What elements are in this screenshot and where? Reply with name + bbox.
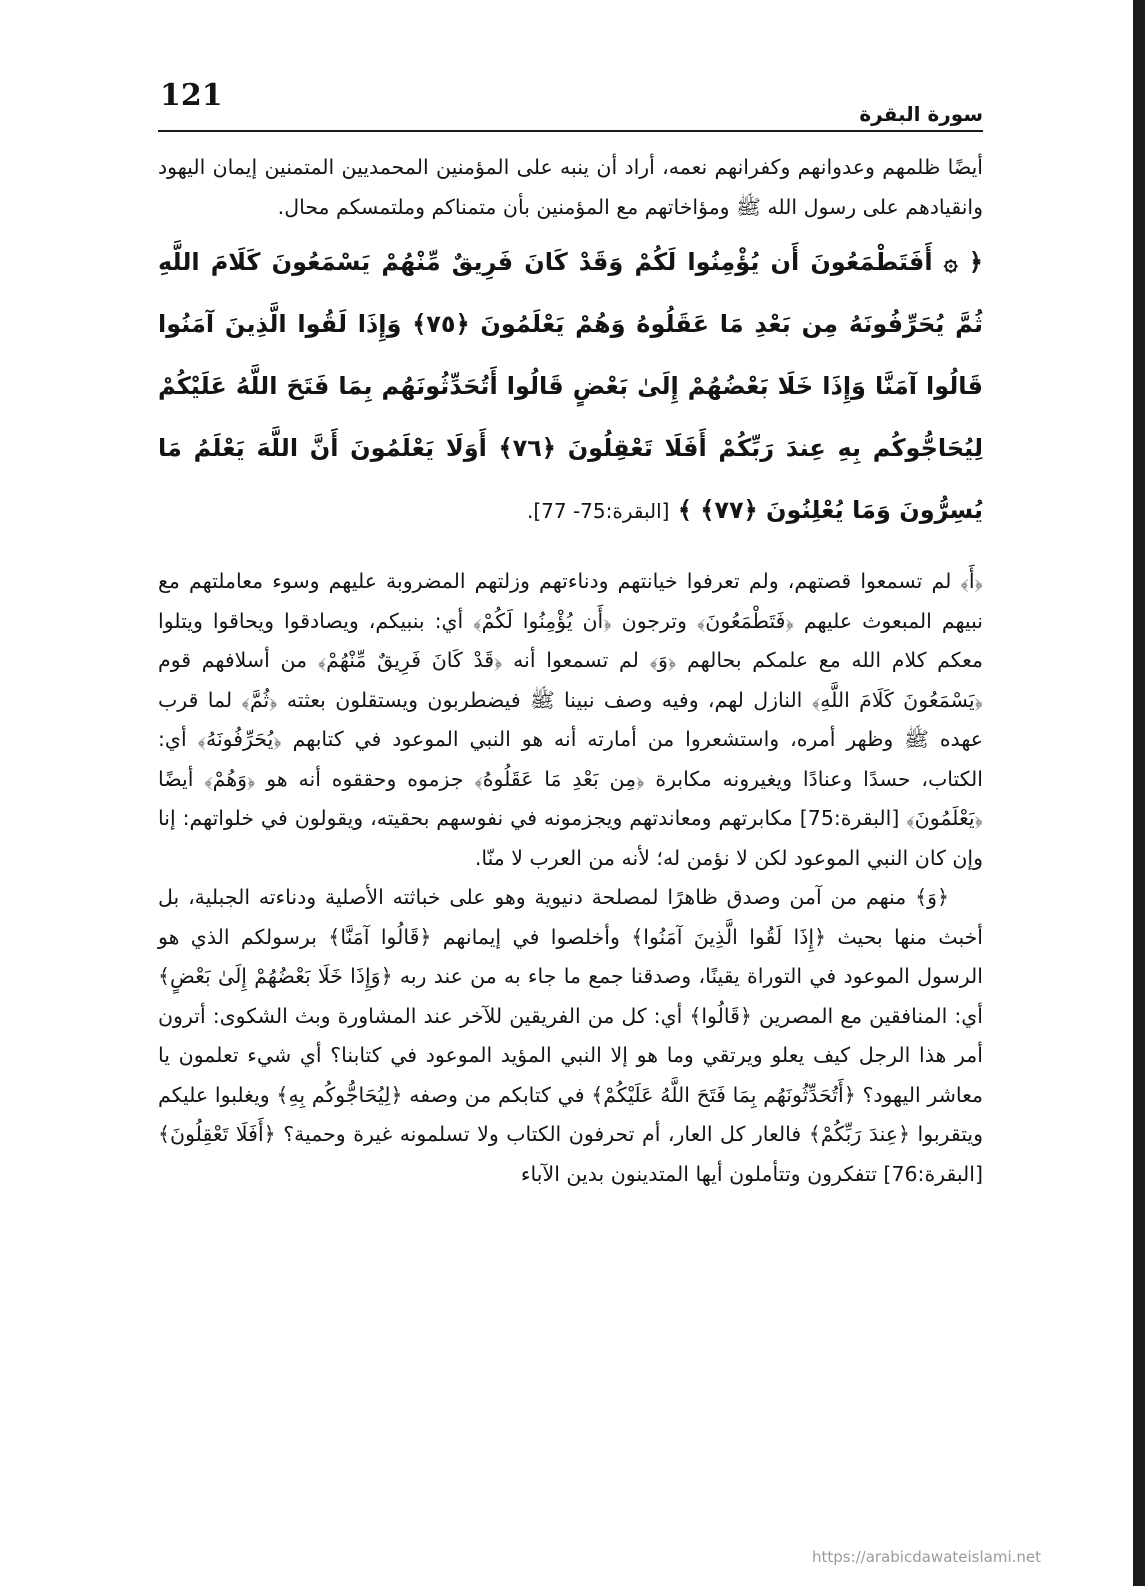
intro-paragraph: أيضًا ظلمهم وعدوانهم وكفرانهم نعمه، أراد أن ينبه على المؤمنين المحمديين المتمنين إيمان اليهود وانقيادهم على رسول الله ﷺ ومؤاخاتهم مع المؤمنين بأن متمناكم وملتمسكم محال. [158,155,983,219]
verse-text: ﴿ ۞ أَفَتَطْمَعُونَ أَن يُؤْمِنُوا لَكُمْ وَقَدْ كَانَ فَرِيقٌ مِّنْهُمْ يَسْمَعُونَ كَلَامَ اللَّهِ ثُمَّ يُحَرِّفُونَهُ مِن بَعْدِ مَا عَقَلُوهُ وَهُمْ يَعْلَمُونَ ﴿٧٥﴾ وَإِذَا لَقُوا الَّذِينَ آمَنُوا قَالُوا آمَنَّا وَإِذَا خَلَا بَعْضُهُمْ إِلَىٰ بَعْضٍ قَالُوا أَتُحَدِّثُونَهُم بِمَا فَتَحَ اللَّهُ عَلَيْكُمْ لِيُحَاجُّوكُم بِهِ عِندَ رَبِّكُمْ أَفَلَا تَعْقِلُونَ ﴿٧٦﴾ أَوَلَا يَعْلَمُونَ أَنَّ اللَّهَ يَعْلَمُ مَا يُسِرُّونَ وَمَا يُعْلِنُونَ ﴿٧٧﴾ ﴾ [158,248,983,524]
page-body [158,148,983,1194]
page-header [158,78,983,132]
verse-reference: [البقرة:75- 77]. [526,499,670,523]
surah-title: سورة البقرة [859,102,983,126]
commentary-paragraph-2: ﴿وَ﴾ منهم من آمن وصدق ظاهرًا لمصلحة دنيوية وهو على خباثته الأصلية ودناءته الجبلية، بل أخبث منها بحيث ﴿إِذَا لَقُوا الَّذِينَ آمَنُوا﴾ وأخلصوا في إيمانهم ﴿قَالُوا آمَنَّا﴾ برسولكم الذي هو الرسول الموعود في التوراة يقينًا، وصدقنا جمع ما جاء به من عند ربه ﴿وَإِذَا خَلَا بَعْضُهُمْ إِلَىٰ بَعْضٍ﴾ أي: المنافقين مع المصرين ﴿قَالُوا﴾ أي: كل من الفريقين للآخر عند المشاورة وبث الشكوى: أترون أمر هذا الرجل كيف يعلو ويرتقي وما هو إلا النبي المؤيد الموعود في كتابنا؟ أي شيء تعلمون يا معاشر اليهود؟ ﴿أَتُحَدِّثُونَهُم بِمَا فَتَحَ اللَّهُ عَلَيْكُمْ﴾ في كتابكم من وصفه ﴿لِيُحَاجُّوكُم بِهِ﴾ ويغلبوا عليكم ويتقربوا ﴿عِندَ رَبِّكُمْ﴾ فالعار كل العار، أم تحرفون الكتاب ولا تسلمونه غيرة وحمية؟ ﴿أَفَلَا تَعْقِلُونَ﴾ [البقرة:76] تتفكرون وتتأملون أيها المتدينون بدين الآباء [158,885,983,1186]
quran-verse-block [158,231,983,542]
commentary-paragraph-1: ﴿أَ﴾ لم تسمعوا قصتهم، ولم تعرفوا خيانتهم ودناءتهم وزلتهم المضروبة عليهم وسوء معاملتهم مع نبيهم المبعوث عليهم ﴿فَتَطْمَعُونَ﴾ وترجون ﴿أَن يُؤْمِنُوا لَكُمْ﴾ أي: بنبيكم، ويصادقوا ويحاقوا ويتلوا معكم كلام الله مع علمكم بحالهم ﴿وَ﴾ لم تسمعوا أنه ﴿قَدْ كَانَ فَرِيقٌ مِّنْهُمْ﴾ من أسلافهم قوم ﴿يَسْمَعُونَ كَلَامَ اللَّهِ﴾ النازل لهم، وفيه وصف نبينا ﷺ فيضطربون ويستقلون بعثته ﴿ثُمَّ﴾ لما قرب عهده ﷺ وظهر أمره، واستشعروا من أمارته أنه هو النبي الموعود في كتابهم ﴿يُحَرِّفُونَهُ﴾ أي: الكتاب، حسدًا وعنادًا ويغيرونه مكابرة ﴿مِن بَعْدِ مَا عَقَلُوهُ﴾ جزموه وحققوه أنه هو ﴿وَهُمْ﴾ أيضًا ﴿يَعْلَمُونَ﴾ [البقرة:75] مكابرتهم ومعاندتهم ويجزمونه في نفوسهم بحقيته، ويقولون في خلواتهم: إنا وإن كان النبي الموعود لكن لا نؤمن له؛ لأنه من العرب لا منّا. [158,569,983,870]
spacer [158,548,983,562]
watermark-url: https://arabicdawateislami.net [811,1548,1041,1566]
scan-edge [1133,0,1145,1586]
page-number: 121 [160,78,223,113]
